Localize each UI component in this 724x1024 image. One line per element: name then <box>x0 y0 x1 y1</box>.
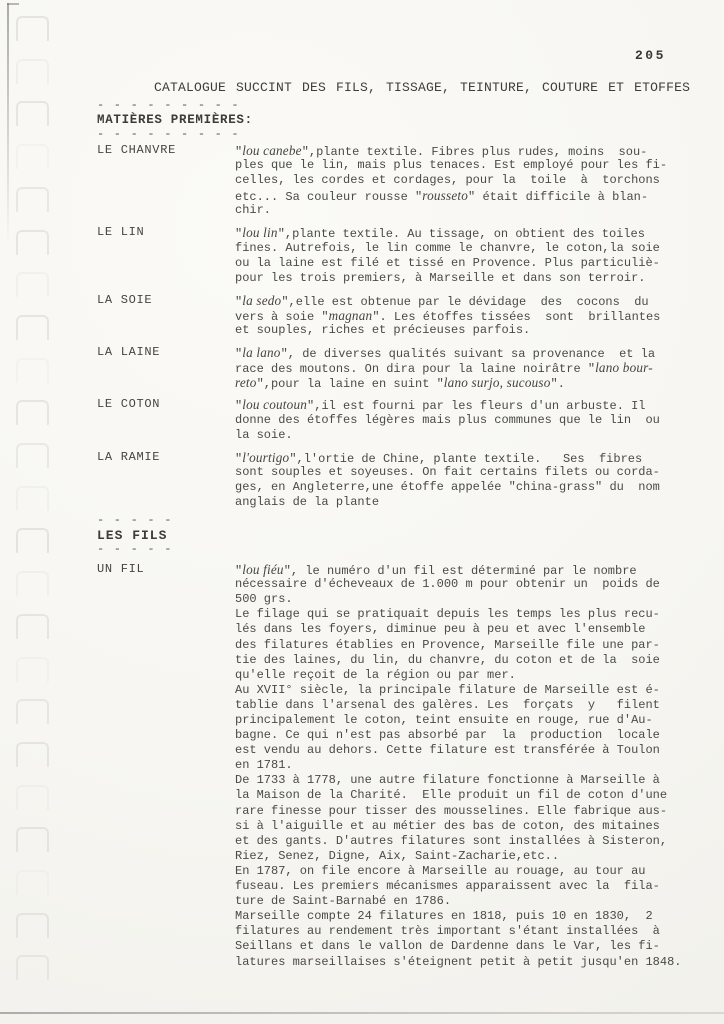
binding-hole-mark <box>16 528 49 553</box>
entry-le-chanvre <box>97 143 679 218</box>
entry-definition: "l'ourtigo",l'ortie de Chine, plante textile. Ses fibres sont souples et soyeuses. On fait certains filets ou corda- ges, en Angleterre,une étoffe appelée "china-grass" du nom anglais de la plante <box>235 449 660 509</box>
entry-la-laine <box>97 345 679 390</box>
page-title: CATALOGUE SUCCINT DES FILS, TISSAGE, TEINTURE, COUTURE ET ETOFFES <box>154 80 691 95</box>
binding-hole-mark <box>16 315 49 340</box>
page-bottom-edge-line <box>0 1012 724 1014</box>
dashed-underline-title: - - - - - - - - - <box>97 98 240 112</box>
binding-hole-mark <box>16 913 49 938</box>
glossary-entries <box>97 143 679 510</box>
binding-hole-mark <box>16 614 49 639</box>
entry-definition: "lou lin",plante textile. Au tissage, on obtient des toiles fines. Autrefois, le lin comme le chanvre, le coton,la soie ou la laine est filé et tissé en Provence. Plus particuliè- pour les trois premiers, à Marseille et dans son terroir. <box>235 225 660 285</box>
binding-hole-mark <box>16 144 49 169</box>
page-number: 205 <box>635 48 666 63</box>
entry-term: LA RAMIE <box>97 449 161 464</box>
entry-term: LE CHANVRE <box>97 143 177 157</box>
entry-un-fil <box>97 562 682 970</box>
binding-hole-mark <box>16 699 49 724</box>
entry-term: LE COTON <box>97 397 161 412</box>
entry-le-coton <box>97 397 679 442</box>
binding-hole-mark <box>16 785 49 810</box>
entry-term: LA SOIE <box>97 292 153 307</box>
entry-term: UN FIL <box>97 562 145 577</box>
entry-la-ramie <box>97 450 679 510</box>
entry-definition: "lou fiéu", le numéro d'un fil est déterminé par le nombre nécessaire d'écheveaux de 1.000 m pour obtenir un poids de 500 grs. Le filage qui se pratiquait depuis les temps les plus recu- lés dans les foyers, diminue peu à peu et avec l'ensemble des filatures établies en Provence, Marseille file une par- tie des laines, du lin, du chanvre, du coton et de la soie qu'elle reçoit de la région ou par mer. Au XVII° siècle, la principale filature de Marseille est é- tablie dans l'arsenal des galères. Les forçats y filent principalement le coton, teint ensuite en rouge, rue d'Au- bagne. Ce qui n'est pas absorbé par la production locale est vendu au dehors. Cette filature est transférée à Toulon en 1781. De 1733 à 1778, une autre filature fonctionne à Marseille à la Maison de la Charité. Elle produit un fil de coton d'une rare finesse pour tisser des mousselines. Elle fabrique aus- si à l'aiguille et au métier des bas de coton, des mitaines et des gants. D'autres filatures sont installées à Sisteron, Riez, Senez, Digne, Aix, Saint-Zacharie,etc.. En 1787, on file encore à Marseille au rouage, au tour au fuseau. Les premiers mécanismes apparaissent avec la fila- ture de Saint-Barnabé en 1786. Marseille compte 24 filatures en 1818, puis 10 en 1830, 2 filatures au rendement très important s'étant installées à Seillans et dans le vallon de Dardenne dans le Var, les fi- latures marseillaises s'éteignent petit à petit jusqu'en 1848. <box>235 562 682 969</box>
entry-definition: "lou canebe",plante textile. Fibres plus rudes, moins sou- ples que le lin, mais plus tenaces. Est employé pour les fi- celles, les cordes et cordages, pour la toile à torchons etc... Sa couleur rousse "rousseto" était difficile à blan- chir. <box>235 143 668 218</box>
binding-hole-mark <box>16 272 49 297</box>
binding-hole-mark <box>16 870 49 895</box>
binding-hole-mark <box>16 571 49 596</box>
section-heading-matieres-premieres: MATIÈRES PREMIÈRES: <box>97 113 253 127</box>
section-heading-les-fils: LES FILS <box>97 528 168 544</box>
binding-hole-mark <box>16 827 49 852</box>
binding-hole-mark <box>16 955 49 980</box>
entry-la-soie <box>97 293 679 338</box>
page-edge-corner-tick <box>7 3 19 5</box>
binding-hole-mark <box>16 16 49 41</box>
binding-hole-mark <box>16 400 49 425</box>
binding-hole-mark <box>16 358 49 383</box>
binding-hole-mark <box>16 443 49 468</box>
binding-hole-mark <box>16 486 49 511</box>
page-content <box>97 98 682 970</box>
dashed-line-above-les-fils: - - - - - <box>97 513 173 528</box>
entry-definition: "la sedo",elle est obtenue par le dévidage des cocons du vers à soie "magnan". Les étoffes tissées sont brillantes et souples, riches et précieuses parfois. <box>235 292 661 338</box>
entry-le-lin <box>97 225 679 285</box>
dashed-underline-matieres: - - - - - - - - - <box>97 127 240 141</box>
binding-hole-mark <box>16 101 49 126</box>
binding-hole-mark <box>16 657 49 682</box>
dashed-line-below-les-fils: - - - - - <box>97 542 173 557</box>
entry-term: LA LAINE <box>97 345 161 360</box>
entry-definition: "lou coutoun",il est fourni par les fleurs d'un arbuste. Il donne des étoffes légères mais plus communes que le lin ou la soie. <box>235 397 660 442</box>
page-edge-line <box>7 3 9 248</box>
binding-hole-mark <box>16 187 49 212</box>
binding-hole-mark <box>16 59 49 84</box>
binding-hole-mark <box>16 230 49 255</box>
entry-term: LE LIN <box>97 225 145 240</box>
section-les-fils <box>97 514 679 556</box>
entry-definition: "la lano", de diverses qualités suivant sa provenance et la race des moutons. On dira pour la laine noirâtre "lano bour- reto",pour la laine en suint "lano surjo, sucouso". <box>235 345 656 392</box>
binding-hole-mark <box>16 742 49 767</box>
